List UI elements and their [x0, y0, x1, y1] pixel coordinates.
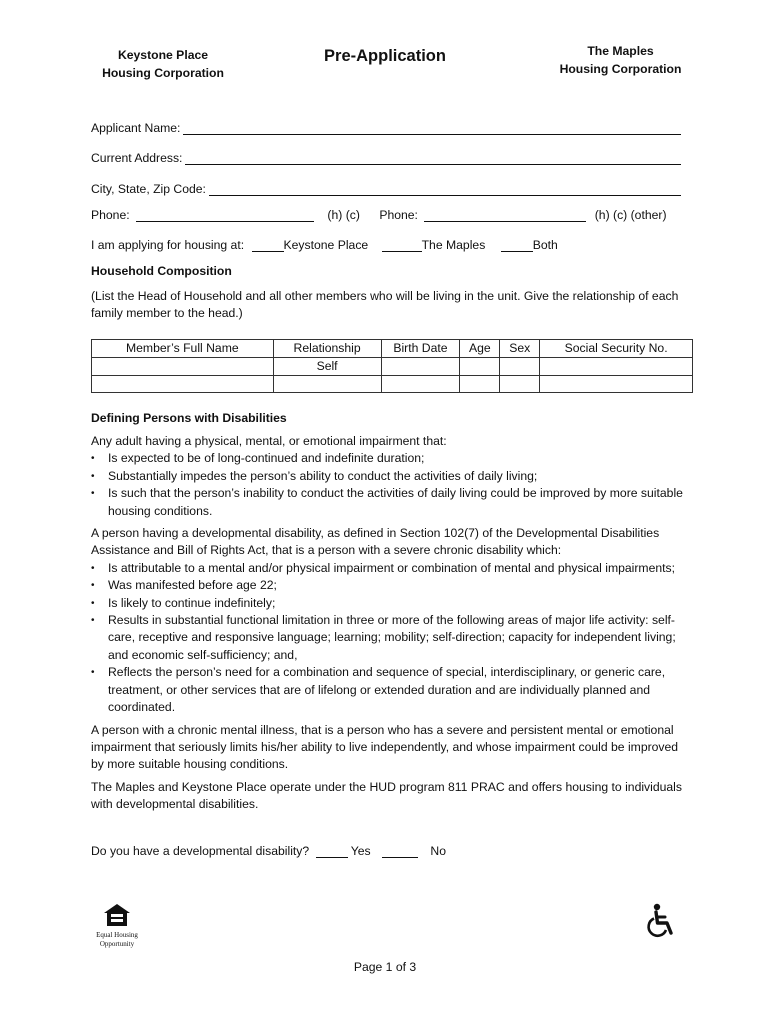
list-item: • Is attributable to a mental and/or physical impairment or combination of mental and physical impairments; — [91, 560, 691, 577]
right-org-line-1: The Maples — [587, 44, 654, 58]
developmental-question: Do you have a developmental disability? — [91, 844, 310, 858]
option-maples[interactable]: The Maples — [421, 238, 486, 252]
left-organization — [88, 46, 238, 82]
developmental-intro: A person having a developmental disability, as defined in Section 102(7) of the Developmental Disabilities Assistance and Bill of Rights Act, that is a person with a severe chronic disability which: — [91, 526, 660, 558]
table-cell[interactable] — [273, 376, 381, 393]
equal-housing-house-icon — [102, 902, 132, 928]
table-cell[interactable] — [500, 376, 540, 393]
applying-label: I am applying for housing at: — [91, 238, 245, 252]
applying-row — [91, 238, 691, 256]
right-org-line-2: Housing Corporation — [559, 62, 682, 76]
wheelchair-accessible-icon — [646, 903, 678, 939]
page-number: Page 1 of 3 — [353, 960, 417, 974]
list-item: • Substantially impedes the person’s ability to conduct the activities of daily living; — [91, 468, 691, 485]
phone-2-line[interactable] — [424, 208, 586, 222]
list-item: • Results in substantial functional limitation in three or more of the following areas of major life activity: self-care, receptive and responsive language; learning; mobility; self-direction; capacity for independent living; and economic self-sufficiency; and, — [91, 612, 691, 664]
maples-blank[interactable] — [382, 238, 422, 252]
city-state-zip-label: City, State, Zip Code: — [91, 182, 206, 196]
city-state-zip-field[interactable] — [91, 178, 681, 196]
mental-illness-paragraph: A person with a chronic mental illness, that is a person who has a severe and persistent mental or emotional impairment that seriously limits his/her ability to live independently, and whose impairment could be improved by more suitable housing conditions. — [91, 722, 679, 772]
phone-2-type[interactable]: (h) (c) (other) — [594, 208, 667, 222]
phone-1-type[interactable]: (h) (c) — [327, 208, 360, 222]
yes-blank[interactable] — [316, 844, 348, 858]
equal-housing-text-2: Opportunity — [99, 940, 135, 948]
table-cell[interactable] — [460, 358, 500, 376]
table-cell[interactable] — [92, 358, 274, 376]
table-cell[interactable] — [381, 358, 460, 376]
keystone-blank[interactable] — [252, 238, 284, 252]
disabilities-body — [91, 433, 691, 814]
table-row — [92, 358, 693, 376]
table-cell[interactable] — [460, 376, 500, 393]
list-item: • Was manifested before age 22; — [91, 577, 691, 594]
developmental-question-row — [91, 844, 446, 858]
hud-paragraph: The Maples and Keystone Place operate under the HUD program 811 PRAC and offers housing to individuals with developmental disabilities. — [91, 779, 682, 812]
current-address-field[interactable] — [91, 147, 681, 165]
option-keystone[interactable]: Keystone Place — [283, 238, 369, 252]
table-cell[interactable] — [540, 376, 693, 393]
city-state-zip-line[interactable] — [209, 182, 681, 196]
table-cell[interactable] — [381, 376, 460, 393]
right-organization — [548, 42, 693, 78]
developmental-criteria-list — [91, 560, 691, 717]
left-org-line-2: Housing Corporation — [102, 66, 224, 80]
equal-housing-text-1: Equal Housing — [96, 931, 138, 939]
no-blank[interactable] — [382, 844, 418, 858]
list-item: • Is such that the person’s inability to conduct the activities of daily living could be improved by more suitable housing conditions. — [91, 485, 691, 520]
table-cell[interactable]: Self — [273, 358, 381, 376]
phone-2-label: Phone: — [379, 208, 418, 222]
option-yes[interactable]: Yes — [350, 844, 371, 858]
column-header: Birth Date — [381, 340, 460, 358]
household-heading: Household Composition — [91, 264, 232, 278]
table-header-row — [92, 340, 693, 358]
table-cell[interactable] — [540, 358, 693, 376]
list-item: • Is expected to be of long-continued and indefinite duration; — [91, 450, 691, 467]
applicant-name-label: Applicant Name: — [91, 121, 181, 135]
phone-row — [91, 208, 691, 226]
household-instructions: (List the Head of Household and all other members who will be living in the unit. Give the relationship of each family member to the head.) — [91, 289, 679, 321]
left-org-line-1: Keystone Place — [117, 48, 209, 62]
current-address-label: Current Address: — [91, 151, 183, 165]
column-header: Relationship — [273, 340, 381, 358]
applicant-name-line[interactable] — [183, 121, 681, 135]
column-header: Social Security No. — [540, 340, 693, 358]
list-item: • Reflects the person’s need for a combination and sequence of special, interdisciplinary, or generic care, treatment, or other services that are of lifelong or extended duration and are individually planned and coordinated. — [91, 664, 691, 716]
column-header: Member’s Full Name — [92, 340, 274, 358]
current-address-line[interactable] — [185, 151, 681, 165]
table-cell[interactable] — [500, 358, 540, 376]
table-row — [92, 376, 693, 393]
both-blank[interactable] — [501, 238, 533, 252]
list-item: • Is likely to continue indefinitely; — [91, 595, 691, 612]
equal-housing-logo — [88, 902, 146, 949]
table-cell[interactable] — [92, 376, 274, 393]
household-table — [91, 339, 693, 393]
page-title: Pre-Application — [324, 47, 446, 65]
option-both[interactable]: Both — [532, 238, 558, 252]
column-header: Sex — [500, 340, 540, 358]
impairment-criteria-list — [91, 450, 691, 520]
disabilities-intro: Any adult having a physical, mental, or emotional impairment that: — [91, 434, 447, 448]
applicant-name-field[interactable] — [91, 117, 681, 135]
column-header: Age — [460, 340, 500, 358]
phone-1-label: Phone: — [91, 208, 130, 222]
disabilities-heading: Defining Persons with Disabilities — [91, 411, 287, 425]
phone-1-line[interactable] — [136, 208, 314, 222]
option-no[interactable]: No — [430, 844, 446, 858]
